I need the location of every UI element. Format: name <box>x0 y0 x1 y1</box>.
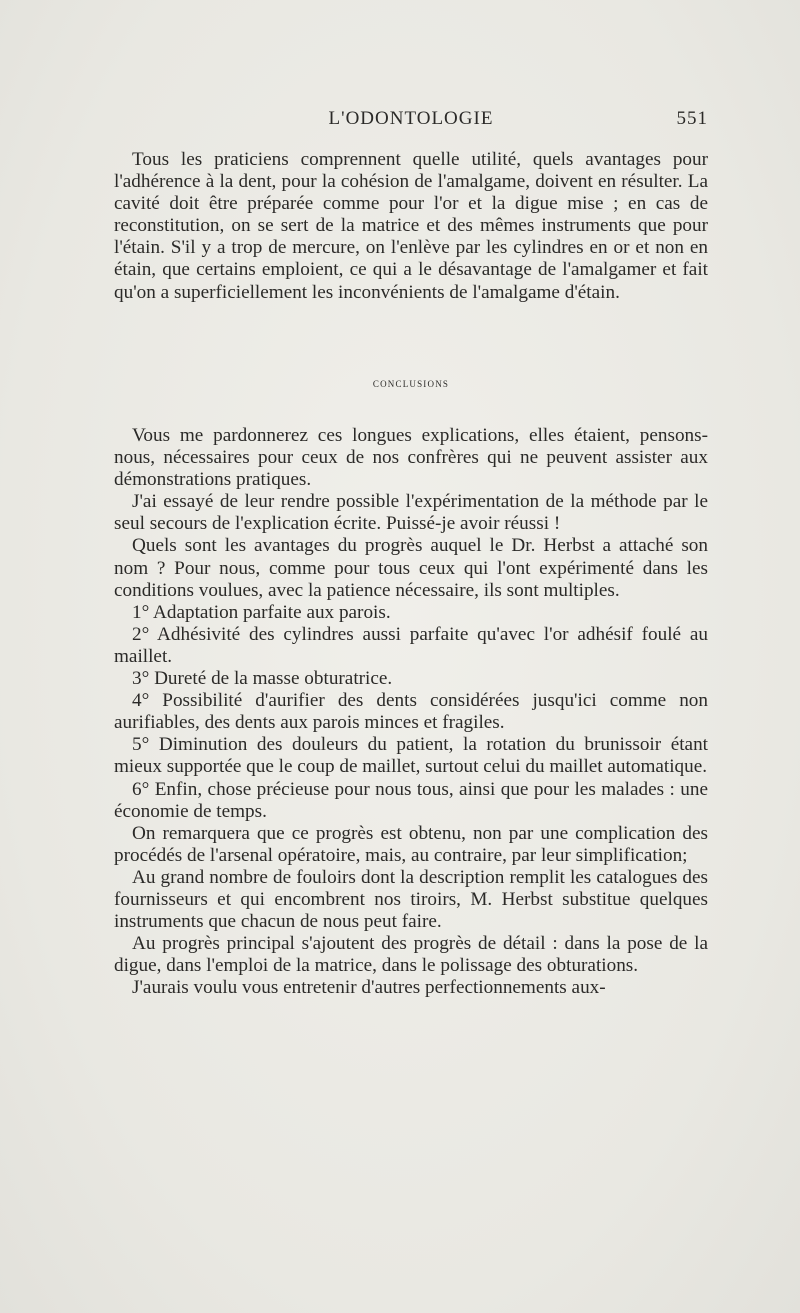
intro-text-block <box>114 149 708 304</box>
paragraph: Quels sont les avantages du progrès auquel le Dr. Herbst a attaché son nom ? Pour nous, comme pour tous ceux qui l'ont expérimenté dans les conditions voulues, avec la patience nécessaire, ils sont multiples. <box>114 535 708 601</box>
list-item: 3° Dureté de la masse obturatrice. <box>132 668 393 690</box>
list-item: 5° Diminution des douleurs du patient, la rotation du brunissoir étant mieux supportée que le coup de maillet, surtout celui du maillet automatique. <box>114 734 708 778</box>
list-item: 2° Adhésivité des cylindres aussi parfaite qu'avec l'or adhésif foulé au maillet. <box>114 623 708 667</box>
paragraph: J'ai essayé de leur rendre possible l'expérimentation de la méthode par le seul secours de l'explication écrite. Puissé-je avoir réussi ! <box>114 491 708 535</box>
paragraph: J'aurais voulu vous entretenir d'autres perfectionnements aux- <box>132 977 606 999</box>
paragraph: Au grand nombre de fouloirs dont la description remplit les catalogues des fournisseurs et qui encombrent nos tiroirs, M. Herbst substitue quelques instruments que chacun de nous peut faire. <box>114 866 708 933</box>
list-item: 6° Enfin, chose précieuse pour nous tous, ainsi que pour les malades : une économie de temps. <box>114 778 708 822</box>
paragraph: Au progrès principal s'ajoutent des progrès de détail : dans la pose de la digue, dans l'emploi de la matrice, dans le polissage des obturations. <box>114 933 708 977</box>
running-title: L'ODONTOLOGIE <box>328 108 494 129</box>
section-heading: conclusions <box>372 376 450 390</box>
paragraph: On remarquera que ce progrès est obtenu, non par une complication des procédés de l'arsenal opératoire, mais, au contraire, par leur simplification; <box>114 822 708 866</box>
list-item: 1° Adaptation parfaite aux parois. <box>132 601 391 623</box>
page-header <box>114 108 708 136</box>
list-item: 4° Possibilité d'aurifier des dents considérées jusqu'ici comme non aurifiables, des dents aux parois minces et fragiles. <box>114 690 708 734</box>
paragraph: Vous me pardonnerez ces longues explications, elles étaient, pensons-nous, nécessaires pour ceux de nos confrères qui ne peuvent assister aux démonstrations pratiques. <box>114 425 708 491</box>
conclusions-text-block <box>114 425 708 999</box>
page-number: 551 <box>676 108 708 129</box>
intro-paragraph: Tous les praticiens comprennent quelle utilité, quels avantages pour l'adhérence à la dent, pour la cohésion de l'amalgame, doivent en résulter. La cavité doit être préparée comme pour l'or et la digue mise ; en cas de reconstitution, on se sert de la matrice et des mêmes instruments que pour l'étain. S'il y a trop de mercure, on l'enlève par les cylindres en or et non en étain, que certains emploient, ce qui a le désavantage de l'amalgamer et fait qu'on a superficiellement les inconvénients de l'amalgame d'étain. <box>114 149 708 303</box>
